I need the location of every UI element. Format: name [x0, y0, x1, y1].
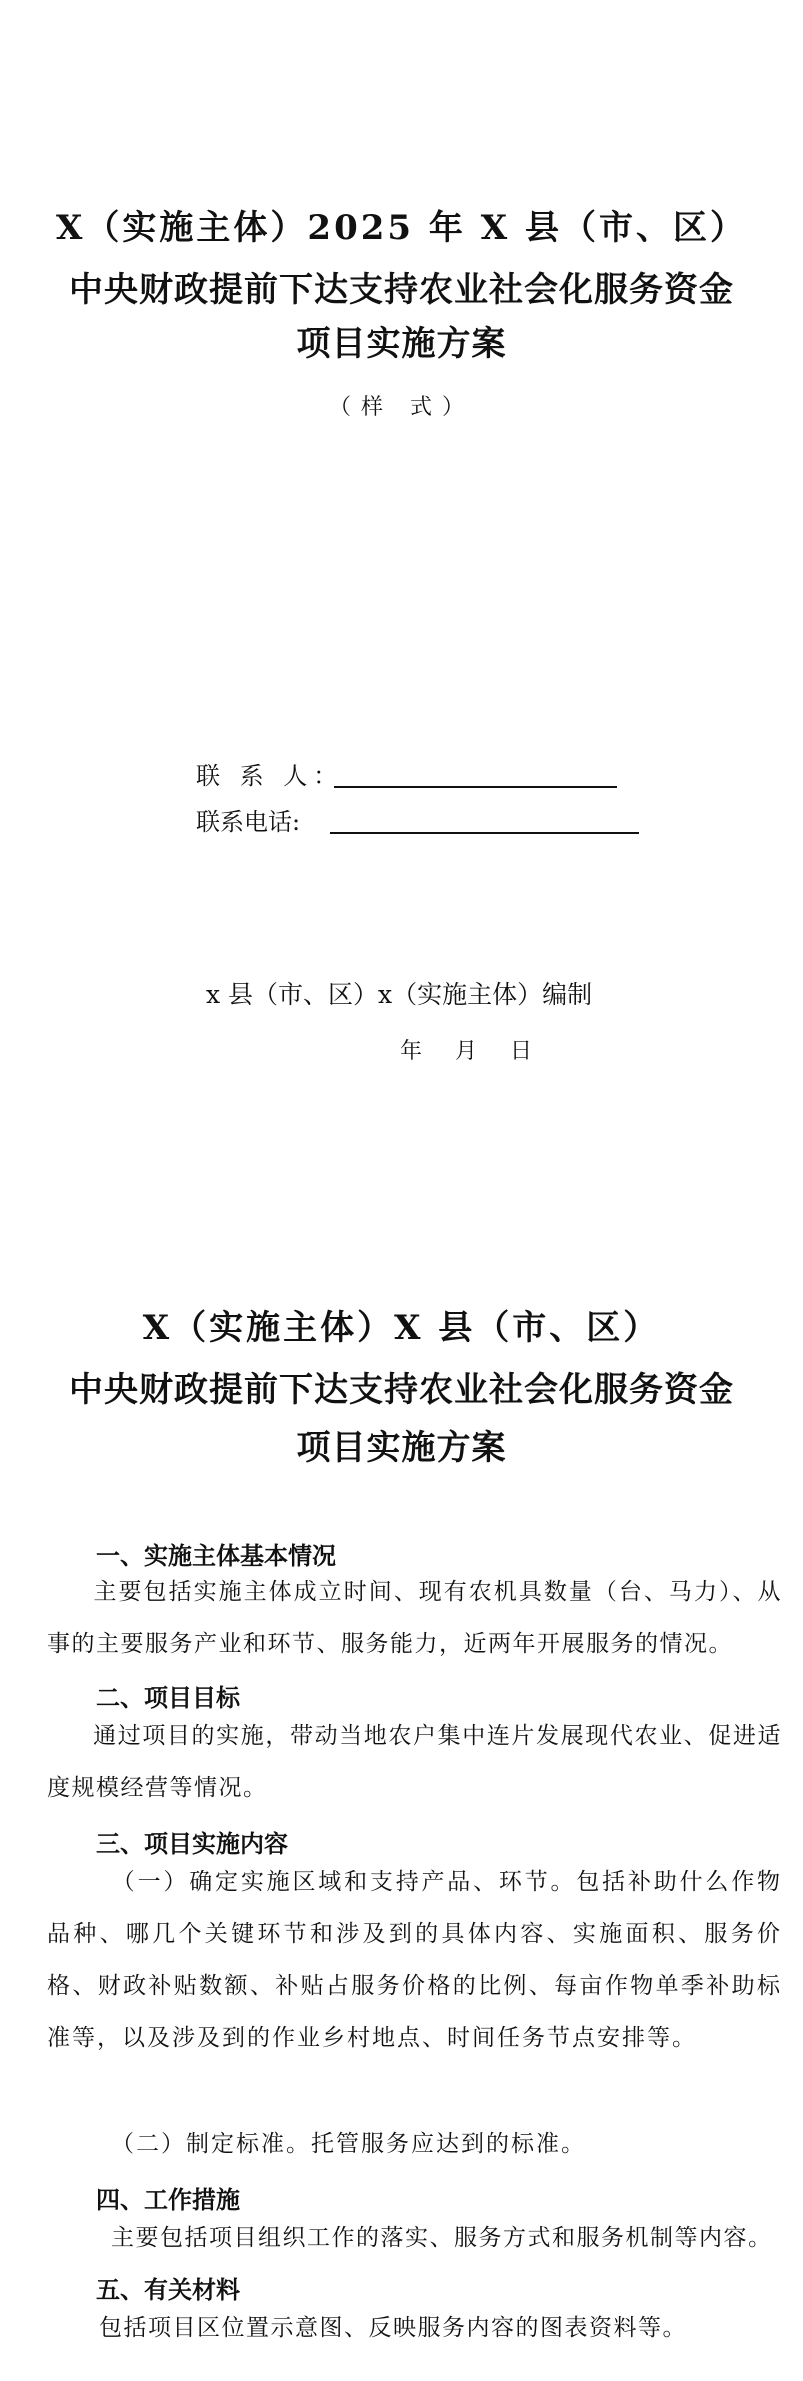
section-heading-5: 五、有关材料	[96, 2275, 240, 2304]
section-heading-2: 二、项目目标	[96, 1683, 240, 1712]
cover-date: 年 月 日	[400, 1039, 532, 1064]
section-text-5: 包括项目区位置示意图、反映服务内容的图表资料等。	[99, 2315, 687, 2341]
cover-title-line1: X（实施主体）2025 年 X 县（市、区）	[56, 208, 747, 248]
section-text-4: 主要包括项目组织工作的落实、服务方式和服务机制等内容。	[111, 2225, 773, 2251]
section-text-1: 主要包括实施主体成立时间、现有农机具数量（台、马力）、从事的主要服务产业和环节、服务能力，近两年开展服务的情况。	[47, 1579, 782, 1657]
contact-person-label: 联 系 人：	[196, 762, 344, 790]
cover-subtitle: （样 式）	[329, 395, 474, 420]
cover-title-line3: 项目实施方案	[296, 324, 507, 364]
compiler-line: x 县（市、区）x（实施主体）编制	[206, 980, 593, 1009]
section-text-3: （一）确定实施区域和支持产品、环节。包括补助什么作物 品种、哪几个关键环节和涉及到的具体内容、实施面积、服务价 格、财政补贴数额、补贴占服务价格的比例、每亩作物单季补助标准等，以及涉及到的作业乡村地点、时间任务节点安排等。	[47, 1869, 782, 2051]
section-heading-4: 四、工作措施	[96, 2185, 240, 2214]
cover-title-line2: 中央财政提前下达支持农业社会化服务资金	[69, 270, 734, 310]
section-text-3b: （二）制定标准。托管服务应达到的标准。	[111, 2131, 586, 2157]
contact-phone-label: 联系电话:	[196, 808, 301, 836]
section-heading-3: 三、项目实施内容	[96, 1829, 288, 1858]
body-title-line2: 中央财政提前下达支持农业社会化服务资金	[69, 1370, 734, 1410]
section-heading-1: 一、实施主体基本情况	[96, 1541, 336, 1570]
section-text-2: 通过项目的实施，带动当地农户集中连片发展现代农业、促进适度规模经营等情况。	[47, 1723, 782, 1801]
contact-person-line	[334, 786, 617, 788]
body-title-line3: 项目实施方案	[296, 1428, 507, 1468]
contact-phone-line	[330, 832, 639, 834]
body-title-line1: X（实施主体）X 县（市、区）	[142, 1308, 661, 1348]
